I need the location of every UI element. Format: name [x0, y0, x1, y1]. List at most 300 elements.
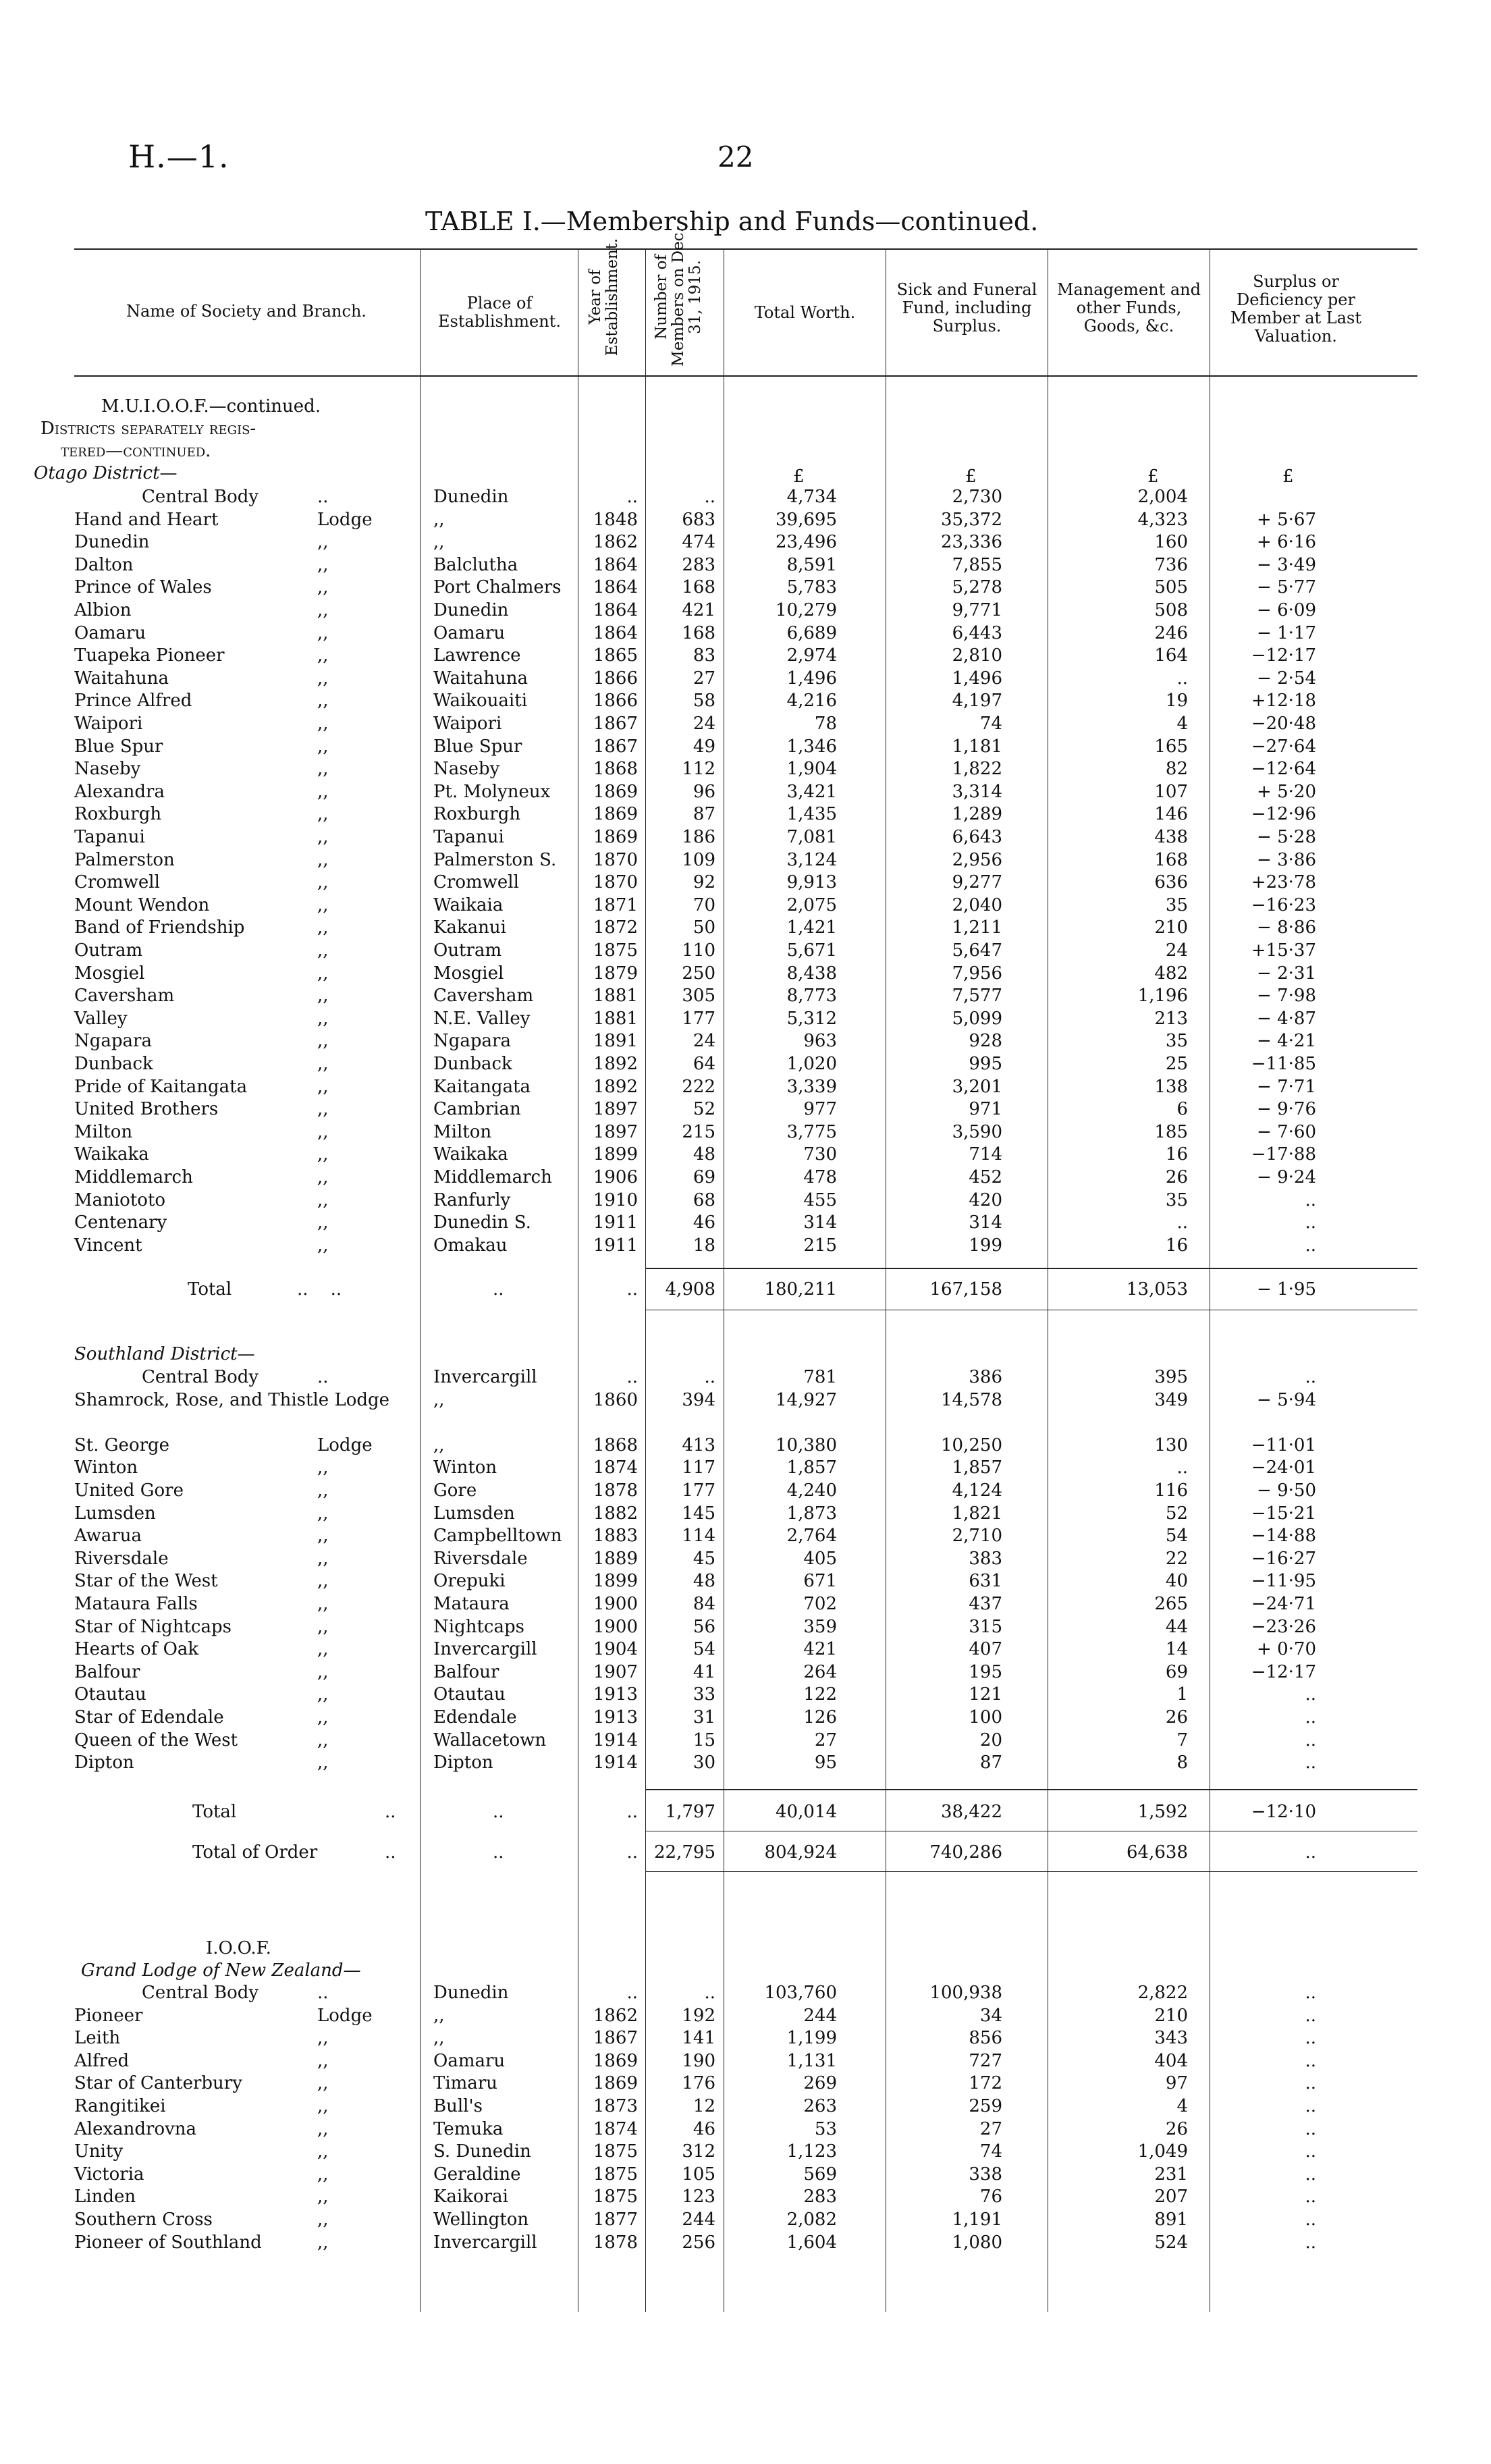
total-worth: 244	[803, 2005, 837, 2026]
place-of-establishment: Caversham	[433, 986, 534, 1007]
year-established: 1913	[593, 1684, 638, 1705]
branch-name: Winton	[74, 1457, 138, 1478]
management-funds: 168	[1154, 849, 1188, 870]
total-worth: 10,380	[776, 1435, 837, 1455]
year-established: 1906	[593, 1167, 638, 1187]
branch-name: Pioneer	[74, 2005, 143, 2026]
year-established: ..	[626, 487, 638, 507]
management-funds: 19	[1165, 691, 1188, 712]
lodge-ditto: ,,	[317, 1480, 329, 1501]
member-count: 283	[682, 554, 715, 575]
sick-funeral-fund: 121	[969, 1684, 1002, 1705]
surplus-per-member: −14·88	[1251, 1526, 1316, 1547]
currency-surplus: £	[1282, 466, 1294, 487]
sick-funeral-fund: 3,590	[952, 1121, 1002, 1142]
place-of-establishment: Waikaka	[433, 1144, 508, 1165]
management-funds: 524	[1154, 2232, 1188, 2253]
member-count: 52	[693, 1099, 715, 1120]
lodge-ditto: ,,	[317, 1548, 329, 1569]
place-of-establishment: Tapanui	[433, 827, 504, 847]
lodge-ditto: ,,	[317, 2028, 329, 2049]
currency-sick: £	[965, 466, 977, 487]
member-count: 141	[682, 2028, 715, 2049]
lodge-ditto: ,,	[317, 736, 329, 757]
branch-name: Maniototo	[74, 1189, 166, 1210]
surplus-per-member: +12·18	[1251, 691, 1316, 712]
sick-funeral-fund: 9,277	[952, 872, 1002, 893]
sick-funeral-fund: 4,197	[952, 691, 1002, 712]
total-members: 4,908	[665, 1279, 715, 1300]
surplus-per-member: ..	[1305, 1684, 1316, 1705]
management-funds: 508	[1154, 600, 1188, 620]
sick-funeral-fund: 195	[969, 1661, 1002, 1682]
management-funds: 891	[1154, 2209, 1188, 2230]
branch-name: Mataura Falls	[74, 1594, 198, 1614]
sick-funeral-fund: 995	[969, 1054, 1002, 1074]
surplus-per-member: − 3·49	[1257, 554, 1316, 575]
ioof-title: I.O.O.F.	[206, 1938, 271, 1958]
place-of-establishment: Wellington	[433, 2209, 529, 2230]
total-worth: 283	[803, 2187, 837, 2207]
branch-name: Star of the West	[74, 1571, 218, 1592]
sick-funeral-fund: 20	[979, 1730, 1002, 1750]
branch-name: Star of Edendale	[74, 1707, 224, 1728]
sick-funeral-fund: 76	[979, 2187, 1002, 2207]
branch-name: Waitahuna	[74, 668, 169, 689]
total-worth: 180,211	[764, 1279, 837, 1300]
branch-name: Dalton	[74, 554, 134, 575]
member-count: 87	[693, 804, 715, 825]
total-worth: 702	[803, 1594, 837, 1614]
management-funds: 2,822	[1137, 1983, 1188, 2003]
year-established: 1914	[593, 1730, 638, 1750]
header-top-rule	[74, 248, 1417, 250]
total-worth: 23,496	[776, 532, 837, 553]
place-of-establishment: Campbelltown	[433, 1526, 562, 1547]
branch-name: Dunedin	[74, 532, 150, 553]
place-of-establishment: Dunback	[433, 1054, 512, 1074]
member-count: 58	[693, 691, 715, 712]
member-count: 41	[693, 1661, 715, 1682]
total-year: ..	[626, 1279, 638, 1300]
lodge-ditto: ,,	[317, 827, 329, 847]
lodge-ditto: ,,	[317, 1008, 329, 1029]
management-funds: 482	[1154, 963, 1188, 984]
surplus-per-member: − 9·24	[1257, 1167, 1316, 1187]
total-worth: 421	[803, 1639, 837, 1660]
branch-name: Linden	[74, 2187, 136, 2207]
management-funds: 8	[1176, 1752, 1188, 1773]
surplus-per-member: − 5·94	[1257, 1389, 1316, 1410]
muiof-subtitle-2: tered—continued.	[61, 441, 211, 461]
sick-funeral-fund: 1,191	[952, 2209, 1002, 2230]
branch-name: Waikaka	[74, 1144, 149, 1165]
lodge-ditto: ,,	[317, 1594, 329, 1614]
member-count: 46	[693, 2118, 715, 2139]
sick-funeral-fund: 5,278	[952, 577, 1002, 598]
surplus-per-member: ..	[1305, 1730, 1316, 1750]
sick-funeral-fund: 74	[979, 714, 1002, 734]
lodge-ditto: ,,	[317, 759, 329, 780]
surplus-per-member: + 5·67	[1257, 509, 1316, 530]
header-surplus: Surplus or Deficiency per Member at Last Valuation.	[1230, 272, 1361, 346]
surplus-per-member: −15·21	[1251, 1503, 1316, 1524]
place-of-establishment: Cromwell	[433, 872, 519, 893]
total-worth: 3,124	[786, 849, 837, 870]
surplus-per-member: + 0·70	[1257, 1639, 1316, 1660]
total-place: ..	[493, 1279, 504, 1300]
place-of-establishment: Outram	[433, 940, 502, 961]
branch-name: Band of Friendship	[74, 917, 245, 938]
branch-name: Leith	[74, 2028, 121, 2049]
management-funds: 54	[1165, 1526, 1188, 1547]
sick-funeral-fund: 7,956	[952, 963, 1002, 984]
management-funds: 636	[1154, 872, 1188, 893]
sick-funeral-fund: 5,647	[952, 940, 1002, 961]
management-funds: 207	[1154, 2187, 1188, 2207]
lodge-ditto: ,,	[317, 1189, 329, 1210]
member-count: 190	[682, 2050, 715, 2071]
total-worth: 78	[814, 714, 837, 734]
year-established: 1904	[593, 1639, 638, 1660]
member-count: 30	[693, 1752, 715, 1773]
branch-name: Ngapara	[74, 1031, 152, 1052]
lodge-ditto: ,,	[317, 894, 329, 915]
place-of-establishment: Waikaia	[433, 894, 504, 915]
total-worth: 730	[803, 1144, 837, 1165]
member-count: 96	[693, 781, 715, 802]
total-worth: 5,671	[786, 940, 837, 961]
member-count: 27	[693, 668, 715, 689]
year-established: ..	[626, 1367, 638, 1387]
total-worth: 1,496	[786, 668, 837, 689]
management-funds: 35	[1165, 894, 1188, 915]
place-of-establishment: Kakanui	[433, 917, 506, 938]
branch-name: Blue Spur	[74, 736, 163, 757]
branch-name: Naseby	[74, 759, 141, 780]
lodge-ditto: ,,	[317, 645, 329, 666]
sick-funeral-fund: 1,857	[952, 1457, 1002, 1478]
branch-name: Unity	[74, 2141, 124, 2162]
total-place: ..	[493, 1802, 504, 1822]
management-funds: 26	[1165, 1167, 1188, 1187]
header-sick: Sick and Funeral Fund, including Surplus.	[896, 280, 1037, 336]
year-established: 1875	[593, 2164, 638, 2185]
surplus-per-member: −11·01	[1251, 1435, 1316, 1455]
place-of-establishment: ,,	[433, 1389, 445, 1410]
branch-name: Middlemarch	[74, 1167, 193, 1187]
member-count: 92	[693, 872, 715, 893]
branch-name: Mount Wendon	[74, 894, 210, 915]
lodge-ditto: ,,	[317, 1639, 329, 1660]
member-count: 312	[682, 2141, 715, 2162]
place-of-establishment: Dipton	[433, 1752, 493, 1773]
surplus-per-member: ..	[1305, 2118, 1316, 2139]
total-worth: 5,783	[786, 577, 837, 598]
branch-name: Shamrock, Rose, and Thistle Lodge	[74, 1389, 390, 1410]
year-established: 1899	[593, 1144, 638, 1165]
place-of-establishment: Wallacetown	[433, 1730, 547, 1750]
order-total-surplus: ..	[1305, 1842, 1316, 1863]
place-of-establishment: Invercargill	[433, 1367, 537, 1387]
place-of-establishment: Winton	[433, 1457, 497, 1478]
surplus-per-member: −27·64	[1251, 736, 1316, 757]
branch-name: Roxburgh	[74, 804, 162, 825]
sick-funeral-fund: 714	[969, 1144, 1002, 1165]
member-count: 168	[682, 622, 715, 643]
total-worth: 1,435	[786, 804, 837, 825]
member-count: 683	[682, 509, 715, 530]
place-of-establishment: Pt. Molyneux	[433, 781, 551, 802]
surplus-per-member: ..	[1305, 2187, 1316, 2207]
member-count: 18	[693, 1235, 715, 1256]
branch-name: Centenary	[74, 1212, 167, 1233]
year-established: 1877	[593, 2209, 638, 2230]
sick-funeral-fund: 2,710	[952, 1526, 1002, 1547]
management-funds: 349	[1154, 1389, 1188, 1410]
total-worth: 27	[814, 1730, 837, 1750]
lodge-ditto: ,,	[317, 1121, 329, 1142]
lodge-ditto: ,,	[317, 532, 329, 553]
member-count: 69	[693, 1167, 715, 1187]
total-worth: 478	[803, 1167, 837, 1187]
surplus-per-member: ..	[1305, 1707, 1316, 1728]
total-worth: 405	[803, 1548, 837, 1569]
management-funds: 505	[1154, 577, 1188, 598]
place-of-establishment: Dunedin	[433, 1983, 509, 2003]
year-established: 1864	[593, 577, 638, 598]
total-worth: 977	[803, 1099, 837, 1120]
branch-name: Valley	[74, 1008, 128, 1029]
sick-funeral-fund: 7,577	[952, 986, 1002, 1007]
place-of-establishment: Gore	[433, 1480, 477, 1501]
member-count: 177	[682, 1008, 715, 1029]
year-established: 1862	[593, 2005, 638, 2026]
lodge-ditto: ,,	[317, 1661, 329, 1682]
management-funds: 107	[1154, 781, 1188, 802]
place-of-establishment: Balfour	[433, 1661, 499, 1682]
member-count: 46	[693, 1212, 715, 1233]
management-funds: 69	[1165, 1661, 1188, 1682]
sick-funeral-fund: 74	[979, 2141, 1002, 2162]
surplus-per-member: ..	[1305, 2141, 1316, 2162]
lodge-ditto: ,,	[317, 2187, 329, 2207]
year-established: 1868	[593, 1435, 638, 1455]
branch-name: Tapanui	[74, 827, 145, 847]
total-worth: 3,339	[786, 1076, 837, 1097]
management-funds: 24	[1165, 940, 1188, 961]
total-worth: 264	[803, 1661, 837, 1682]
place-of-establishment: Kaikorai	[433, 2187, 508, 2207]
member-count: 24	[693, 714, 715, 734]
total-worth: 4,734	[786, 487, 837, 507]
management-funds: 164	[1154, 645, 1188, 666]
branch-name: Alexandrovna	[74, 2118, 197, 2139]
branch-name: Victoria	[74, 2164, 144, 2185]
total-worth: 8,591	[786, 554, 837, 575]
year-established: 1867	[593, 736, 638, 757]
total-worth: 3,775	[786, 1121, 837, 1142]
place-of-establishment: N.E. Valley	[433, 1008, 531, 1029]
place-of-establishment: Mataura	[433, 1594, 510, 1614]
total-dots: .. ..	[297, 1279, 342, 1300]
place-of-establishment: Mosgiel	[433, 963, 504, 984]
management-funds: 343	[1154, 2028, 1188, 2049]
year-established: 1869	[593, 2073, 638, 2094]
branch-name: Rangitikei	[74, 2096, 166, 2116]
total-worth: 3,421	[786, 781, 837, 802]
year-established: 1882	[593, 1503, 638, 1524]
place-of-establishment: Ranfurly	[433, 1189, 511, 1210]
total-worth: 2,974	[786, 645, 837, 666]
total-worth: 8,438	[786, 963, 837, 984]
total-year: ..	[626, 1802, 638, 1822]
place-of-establishment: Cambrian	[433, 1099, 521, 1120]
surplus-per-member: ..	[1305, 2232, 1316, 2253]
member-count: 177	[682, 1480, 715, 1501]
surplus-per-member: ..	[1305, 2050, 1316, 2071]
surplus-per-member: +15·37	[1251, 940, 1316, 961]
lodge-ditto: ,,	[317, 940, 329, 961]
lodge-ditto: ,,	[317, 1571, 329, 1592]
surplus-per-member: ..	[1305, 1367, 1316, 1387]
year-established: 1864	[593, 622, 638, 643]
place-of-establishment: Timaru	[433, 2073, 497, 2094]
lodge-ditto: ,,	[317, 1212, 329, 1233]
branch-name: Riversdale	[74, 1548, 169, 1569]
year-established: 1870	[593, 872, 638, 893]
lodge-ditto: ,,	[317, 691, 329, 712]
year-established: 1875	[593, 940, 638, 961]
management-funds: ..	[1176, 1457, 1188, 1478]
lodge-ditto: ..	[317, 1983, 329, 2003]
year-established: 1892	[593, 1054, 638, 1074]
place-of-establishment: Palmerston S.	[433, 849, 557, 870]
sick-funeral-fund: 2,730	[952, 487, 1002, 507]
management-funds: 185	[1154, 1121, 1188, 1142]
management-funds: 14	[1165, 1639, 1188, 1660]
year-established: 1875	[593, 2187, 638, 2207]
surplus-per-member: ..	[1305, 2005, 1316, 2026]
surplus-per-member: ..	[1305, 1212, 1316, 1233]
currency-worth: £	[793, 466, 805, 487]
management-funds: 25	[1165, 1054, 1188, 1074]
sick-funeral-fund: 3,314	[952, 781, 1002, 802]
sick-funeral-fund: 2,040	[952, 894, 1002, 915]
order-total-mgmt: 64,638	[1127, 1842, 1188, 1863]
lodge-ditto: ,,	[317, 1730, 329, 1750]
member-count: 222	[682, 1076, 715, 1097]
otago-total-rule-top	[645, 1268, 1417, 1269]
sick-funeral-fund: 727	[969, 2050, 1002, 2071]
year-established: 1891	[593, 1031, 638, 1052]
member-count: 215	[682, 1121, 715, 1142]
member-count: 49	[693, 736, 715, 757]
total-worth: 2,082	[786, 2209, 837, 2230]
total-worth: 1,199	[786, 2028, 837, 2049]
branch-name: Oamaru	[74, 622, 146, 643]
sick-funeral-fund: 34	[979, 2005, 1002, 2026]
surplus-per-member: −17·88	[1251, 1144, 1316, 1165]
lodge-ditto: ,,	[317, 849, 329, 870]
member-count: 12	[693, 2096, 715, 2116]
total-worth: 215	[803, 1235, 837, 1256]
member-count: 83	[693, 645, 715, 666]
year-established: 1848	[593, 509, 638, 530]
lodge-ditto: ,,	[317, 1054, 329, 1074]
place-of-establishment: Invercargill	[433, 1639, 537, 1660]
total-worth: 6,689	[786, 622, 837, 643]
surplus-per-member: − 6·09	[1257, 600, 1316, 620]
place-of-establishment: Ngapara	[433, 1031, 511, 1052]
lodge-ditto: ,,	[317, 600, 329, 620]
branch-name: Central Body	[142, 1983, 259, 2003]
branch-name: Pride of Kaitangata	[74, 1076, 248, 1097]
year-established: 1881	[593, 1008, 638, 1029]
branch-name: Prince Alfred	[74, 691, 192, 712]
member-count: 64	[693, 1054, 715, 1074]
member-count: 394	[682, 1389, 715, 1410]
sick-funeral-fund: 420	[969, 1189, 1002, 1210]
management-funds: 138	[1154, 1076, 1188, 1097]
total-worth: 4,240	[786, 1480, 837, 1501]
member-count: ..	[704, 487, 715, 507]
lodge-ditto: Lodge	[317, 1435, 373, 1455]
total-dots: ..	[385, 1842, 396, 1863]
surplus-per-member: −20·48	[1251, 714, 1316, 734]
surplus-per-member: − 8·86	[1257, 917, 1316, 938]
lodge-ditto: ..	[317, 1367, 329, 1387]
management-funds: 165	[1154, 736, 1188, 757]
management-funds: ..	[1176, 668, 1188, 689]
branch-name: Central Body	[142, 1367, 259, 1387]
branch-name: Tuapeka Pioneer	[74, 645, 225, 666]
management-funds: 438	[1154, 827, 1188, 847]
lodge-ditto: ,,	[317, 2050, 329, 2071]
sick-funeral-fund: 23,336	[941, 532, 1002, 553]
member-count: 112	[682, 759, 715, 780]
year-established: 1867	[593, 2028, 638, 2049]
sick-funeral-fund: 2,810	[952, 645, 1002, 666]
sick-funeral-fund: 631	[969, 1571, 1002, 1592]
surplus-per-member: − 5·77	[1257, 577, 1316, 598]
place-of-establishment: Dunedin S.	[433, 1212, 531, 1233]
order-total-members: 22,795	[654, 1842, 715, 1863]
branch-name: Balfour	[74, 1661, 140, 1682]
management-funds: 1	[1176, 1684, 1188, 1705]
place-of-establishment: Edendale	[433, 1707, 517, 1728]
total-worth: 5,312	[786, 1008, 837, 1029]
surplus-per-member: ..	[1305, 1235, 1316, 1256]
surplus-per-member: ..	[1305, 1189, 1316, 1210]
place-of-establishment: Waipori	[433, 714, 502, 734]
management-funds: 116	[1154, 1480, 1188, 1501]
management-funds: 16	[1165, 1144, 1188, 1165]
order-total-worth: 804,924	[764, 1842, 837, 1863]
place-of-establishment: Oamaru	[433, 2050, 506, 2071]
management-funds: 1,196	[1137, 986, 1188, 1007]
ioof-subtitle: Grand Lodge of New Zealand—	[81, 1960, 361, 1981]
year-established: 1873	[593, 2096, 638, 2116]
management-funds: 246	[1154, 622, 1188, 643]
lodge-ditto: ,,	[317, 1076, 329, 1097]
lodge-ditto: ,,	[317, 1526, 329, 1547]
surplus-per-member: ..	[1305, 1752, 1316, 1773]
surplus-per-member: −12·96	[1251, 804, 1316, 825]
surplus-per-member: − 2·54	[1257, 668, 1316, 689]
member-count: 114	[682, 1526, 715, 1547]
header-bottom-rule	[74, 375, 1417, 377]
